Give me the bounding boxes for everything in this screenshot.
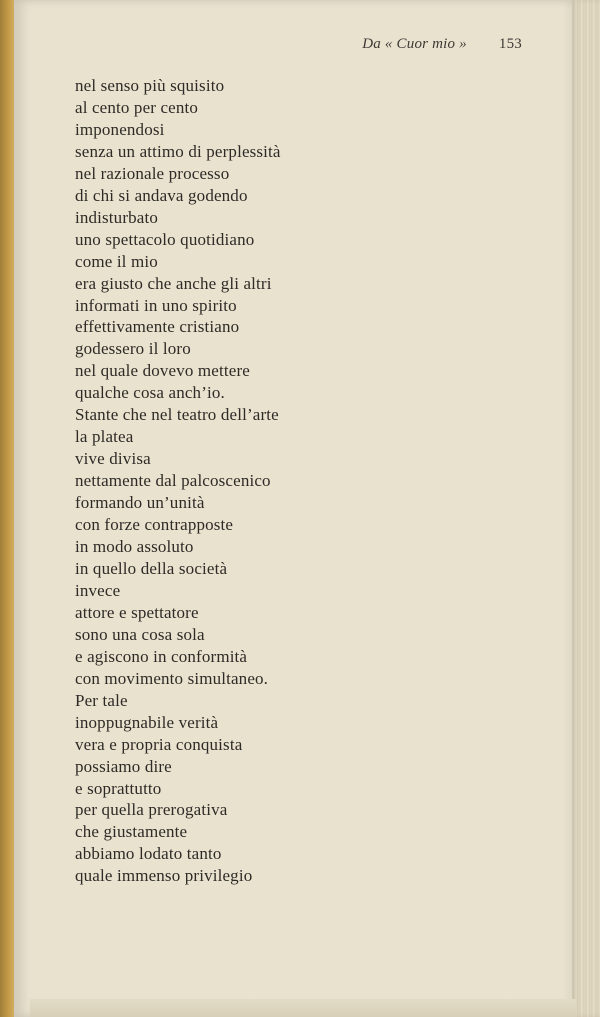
poem-line: e soprattutto: [75, 778, 162, 798]
poem-line: informati in uno spirito: [75, 295, 237, 315]
page-number: 153: [498, 36, 522, 52]
poem-line: invece: [75, 580, 121, 600]
poem-line: con movimento simultaneo.: [75, 668, 269, 688]
poem-line: uno spettacolo quotidiano: [75, 229, 255, 249]
poem-line: la platea: [75, 427, 134, 447]
poem-line: vive divisa: [75, 449, 151, 469]
poem-line: imponendosi: [75, 119, 165, 139]
poem-text: [75, 75, 545, 887]
poem-line: sono una cosa sola: [75, 624, 205, 644]
poem-line: nel razionale processo: [75, 163, 230, 183]
poem-line: quale immenso privilegio: [75, 866, 253, 886]
poem-line: attore e spettatore: [75, 602, 199, 622]
poem-line: formando un’unità: [75, 493, 205, 513]
poem-line: abbiamo lodato tanto: [75, 844, 222, 864]
poem-line: con forze contrapposte: [75, 515, 234, 535]
poem-line: Stante che nel teatro dell’arte: [75, 405, 279, 425]
poem-line: godessero il loro: [75, 339, 191, 359]
poem-line: per quella prerogativa: [75, 800, 228, 820]
poem-line: nel quale dovevo mettere: [75, 361, 250, 381]
poem-line: al cento per cento: [75, 97, 199, 117]
poem-line: vera e propria conquista: [75, 734, 243, 754]
page-stack-bottom-edge: [30, 999, 576, 1017]
poem-line: indisturbato: [75, 207, 159, 227]
poem-line: in quello della società: [75, 558, 228, 578]
poem-line: in modo assoluto: [75, 537, 194, 557]
poem-line: possiamo dire: [75, 756, 172, 776]
poem-line: nettamente dal palcoscenico: [75, 471, 271, 491]
poem-line: senza un attimo di perplessità: [75, 141, 281, 161]
poem-line: di chi si andava godendo: [75, 185, 248, 205]
poem-line: Per tale: [75, 690, 128, 710]
poem-line: e agiscono in conformità: [75, 646, 248, 666]
page-stack-right-edge: [572, 0, 600, 1017]
poem-line: come il mio: [75, 251, 158, 271]
running-title: Da « Cuor mio »: [362, 36, 467, 52]
poem-line: effettivamente cristiano: [75, 317, 240, 337]
poem-line: inoppugnabile verità: [75, 712, 219, 732]
poem-line: qualche cosa anch’io.: [75, 383, 225, 403]
poem-line: nel senso più squisito: [75, 76, 225, 95]
poem-line: era giusto che anche gli altri: [75, 273, 272, 293]
page-header: [362, 36, 522, 53]
poem-line: che giustamente: [75, 822, 188, 842]
book-page: [14, 0, 574, 1017]
